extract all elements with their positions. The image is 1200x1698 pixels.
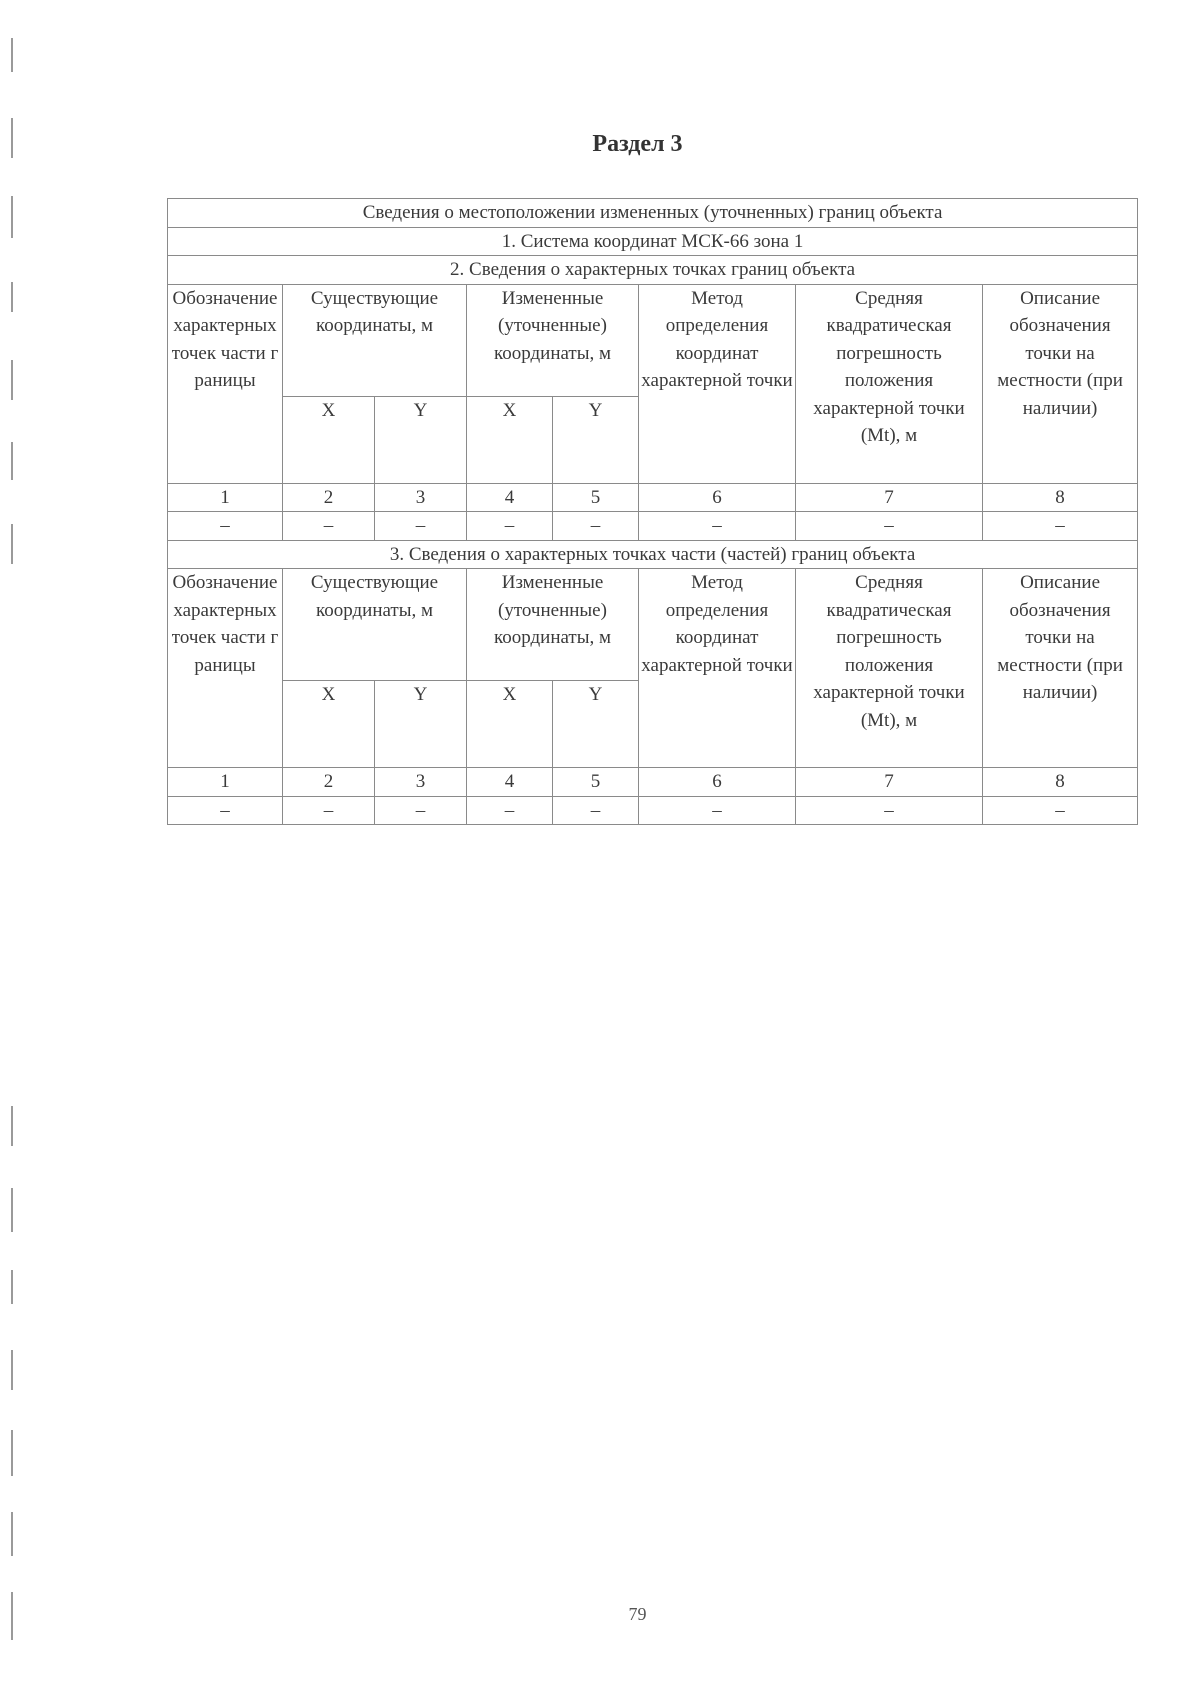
scan-edge-mark bbox=[11, 38, 13, 72]
table-cell: – bbox=[796, 796, 983, 825]
table-cell: – bbox=[639, 512, 796, 541]
column-number: 2 bbox=[283, 768, 375, 797]
section-title: Раздел 3 bbox=[592, 131, 683, 157]
scan-edge-mark bbox=[11, 360, 13, 400]
header-changed-y: Y bbox=[553, 396, 639, 483]
header-changed-x: X bbox=[467, 396, 553, 483]
column-number: 8 bbox=[983, 768, 1138, 797]
block-heading: 2. Сведения о характерных точках границ объекта bbox=[168, 256, 1138, 285]
table-cell: – bbox=[639, 796, 796, 825]
column-number: 7 bbox=[796, 768, 983, 797]
column-number: 6 bbox=[639, 483, 796, 512]
header-existing-coords: Существующие координаты, м bbox=[283, 284, 467, 396]
scan-edge-mark bbox=[11, 196, 13, 238]
header-changed-coords: Измененные (уточненные) координаты, м bbox=[467, 284, 639, 396]
column-number: 5 bbox=[553, 768, 639, 797]
scan-edge-mark bbox=[11, 1430, 13, 1476]
header-method: Метод определения координат характерной точки bbox=[639, 569, 796, 768]
column-number: 2 bbox=[283, 483, 375, 512]
table-cell: – bbox=[467, 796, 553, 825]
scan-edge-mark bbox=[11, 524, 13, 564]
table-cell: – bbox=[168, 796, 283, 825]
header-changed-y: Y bbox=[553, 681, 639, 768]
table-cell: – bbox=[983, 796, 1138, 825]
header-point-designation: Обозначение характерных точек части границы bbox=[168, 569, 283, 768]
table-cell: – bbox=[375, 796, 467, 825]
scan-edge-mark bbox=[11, 1188, 13, 1232]
header-method: Метод определения координат характерной точки bbox=[639, 284, 796, 483]
table-title: Сведения о местоположении измененных (уточненных) границ объекта bbox=[168, 199, 1138, 228]
column-number: 5 bbox=[553, 483, 639, 512]
column-number: 4 bbox=[467, 768, 553, 797]
table-cell: – bbox=[983, 512, 1138, 541]
header-error: Средняя квадратическая погрешность положения характерной точки (Mt), м bbox=[796, 284, 983, 483]
header-existing-x: X bbox=[283, 396, 375, 483]
header-existing-x: X bbox=[283, 681, 375, 768]
header-changed-x: X bbox=[467, 681, 553, 768]
column-number: 1 bbox=[168, 768, 283, 797]
column-number: 8 bbox=[983, 483, 1138, 512]
header-description: Описание обозначения точки на местности (при наличии) bbox=[983, 569, 1138, 768]
table-cell: – bbox=[168, 512, 283, 541]
column-number: 1 bbox=[168, 483, 283, 512]
column-number: 7 bbox=[796, 483, 983, 512]
block-heading: 3. Сведения о характерных точках части (частей) границ объекта bbox=[168, 540, 1138, 569]
scan-edge-mark bbox=[11, 282, 13, 312]
table-cell: – bbox=[553, 796, 639, 825]
scan-edge-mark bbox=[11, 1512, 13, 1556]
scan-edge-mark bbox=[11, 1350, 13, 1390]
column-number: 6 bbox=[639, 768, 796, 797]
table-cell: – bbox=[467, 512, 553, 541]
column-number: 3 bbox=[375, 768, 467, 797]
header-description: Описание обозначения точки на местности (при наличии) bbox=[983, 284, 1138, 483]
header-error: Средняя квадратическая погрешность положения характерной точки (Mt), м bbox=[796, 569, 983, 768]
header-point-designation: Обозначение характерных точек части границы bbox=[168, 284, 283, 483]
boundary-points-table bbox=[167, 198, 1138, 825]
column-number: 3 bbox=[375, 483, 467, 512]
header-changed-coords: Измененные (уточненные) координаты, м bbox=[467, 569, 639, 681]
table-cell: – bbox=[375, 512, 467, 541]
table-cell: – bbox=[553, 512, 639, 541]
scan-edge-mark bbox=[11, 1106, 13, 1146]
table-cell: – bbox=[283, 512, 375, 541]
table-cell: – bbox=[796, 512, 983, 541]
header-existing-y: Y bbox=[375, 681, 467, 768]
coordinate-system: 1. Система координат МСК-66 зона 1 bbox=[168, 227, 1138, 256]
table-row bbox=[168, 796, 1138, 825]
table-row bbox=[168, 512, 1138, 541]
scan-edge-mark bbox=[11, 1270, 13, 1304]
scan-edge-mark bbox=[11, 442, 13, 480]
header-existing-y: Y bbox=[375, 396, 467, 483]
column-number: 4 bbox=[467, 483, 553, 512]
header-existing-coords: Существующие координаты, м bbox=[283, 569, 467, 681]
page-number: 79 bbox=[628, 1604, 647, 1624]
table-cell: – bbox=[283, 796, 375, 825]
